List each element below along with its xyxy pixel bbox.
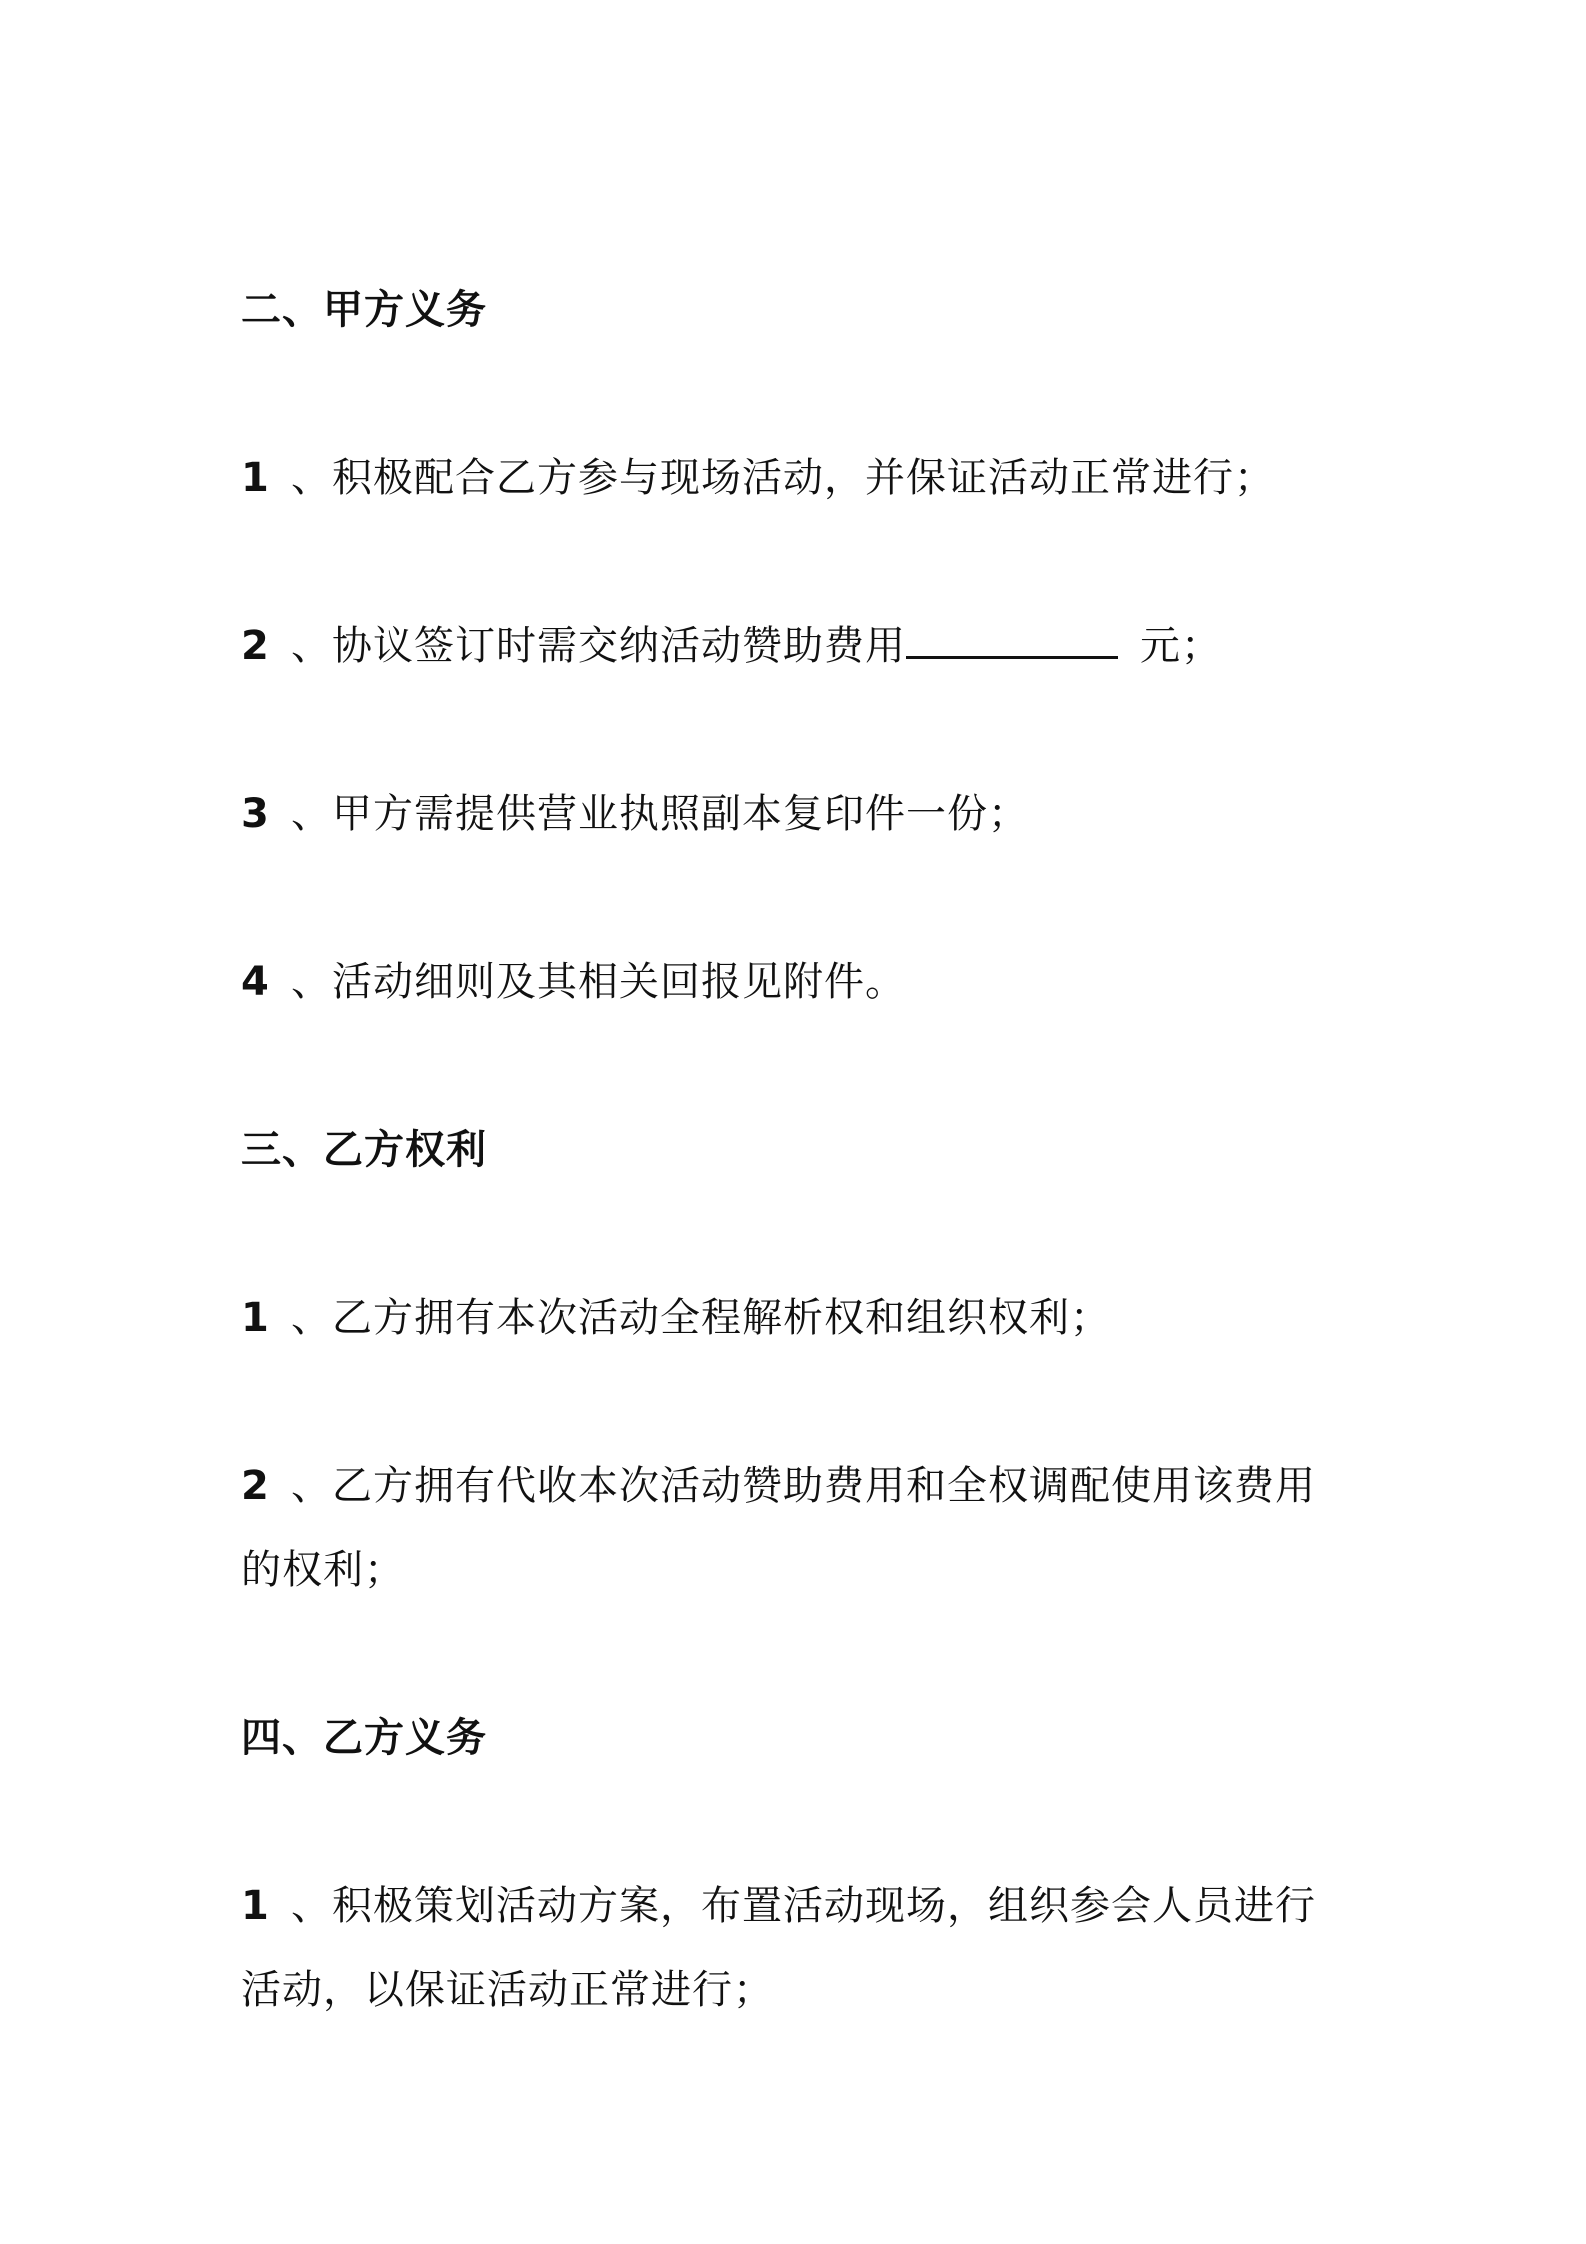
- list-item: [241, 940, 1381, 1024]
- item-text: 、积极策划活动方案，布置活动现场，组织参会人员进行: [291, 1883, 1316, 1929]
- item-text: 、甲方需提供营业执照副本复印件一份；: [291, 791, 1029, 837]
- list-item: [241, 1444, 1381, 1528]
- list-item-continuation: 的权利；: [241, 1547, 405, 1593]
- item-text: 、乙方拥有本次活动全程解析权和组织权利；: [291, 1295, 1111, 1341]
- section-heading-party-b-rights: 三、乙方权利: [241, 1127, 487, 1173]
- fill-in-blank: [906, 622, 1118, 659]
- item-number: 1: [241, 455, 270, 501]
- list-item: [241, 436, 1381, 520]
- list-item: [241, 1864, 1381, 1948]
- item-number: 1: [241, 1883, 270, 1929]
- item-number: 2: [241, 1463, 270, 1509]
- item-number: 3: [241, 791, 270, 837]
- item-number: 1: [241, 1295, 270, 1341]
- item-number: 2: [241, 623, 270, 669]
- item-text-suffix: 元；: [1140, 623, 1222, 669]
- item-text: 、活动细则及其相关回报见附件。: [291, 959, 906, 1005]
- item-text: 、积极配合乙方参与现场活动，并保证活动正常进行；: [291, 455, 1275, 501]
- list-item-continuation: 活动，以保证活动正常进行；: [241, 1967, 774, 2013]
- list-item: [241, 604, 1381, 688]
- item-text: 、乙方拥有代收本次活动赞助费用和全权调配使用该费用: [291, 1463, 1316, 1509]
- list-item: [241, 772, 1381, 856]
- item-text: 、协议签订时需交纳活动赞助费用: [291, 623, 906, 669]
- item-number: 4: [241, 959, 270, 1005]
- section-heading-party-b-obligations: 四、乙方义务: [241, 1715, 487, 1761]
- section-heading-party-a-obligations: 二、甲方义务: [241, 287, 487, 333]
- list-item: [241, 1276, 1381, 1360]
